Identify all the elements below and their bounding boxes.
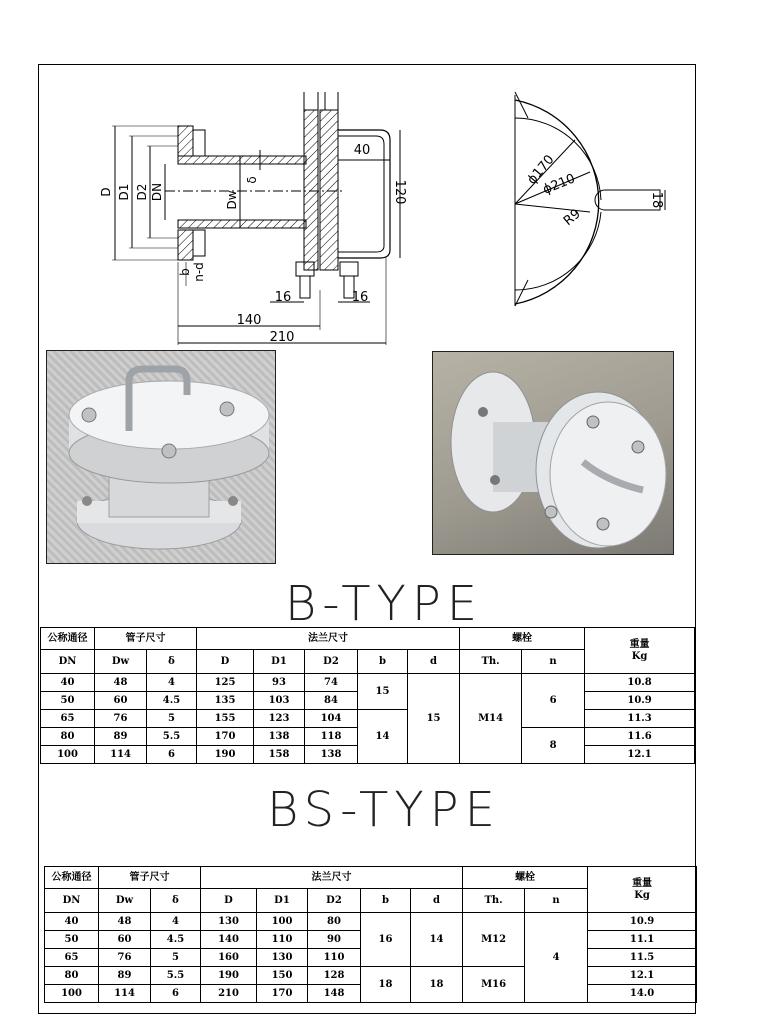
cell-delta: 6 xyxy=(147,746,197,764)
cell-dw: 114 xyxy=(99,985,151,1003)
cell-dw: 60 xyxy=(95,692,147,710)
dim-DN-label: DN xyxy=(150,182,164,202)
dim-18-label: 18 xyxy=(649,191,664,209)
cell-b: 16 xyxy=(361,913,411,967)
cell-delta: 4 xyxy=(147,674,197,692)
dim-16a-label: 16 xyxy=(274,290,292,305)
header-weight-unit: Kg xyxy=(634,889,650,901)
cell-D2: 128 xyxy=(308,967,361,985)
header-b: b xyxy=(361,889,411,913)
cell-delta: 4.5 xyxy=(147,692,197,710)
table-row xyxy=(41,710,695,728)
header-d: d xyxy=(411,889,463,913)
section-drawing xyxy=(95,88,415,350)
dim-phi170-label: ϕ170 xyxy=(524,152,558,188)
cell-D: 125 xyxy=(197,674,254,692)
product-photo-side xyxy=(432,351,674,555)
header-D: D xyxy=(201,889,257,913)
dim-D2-label: D2 xyxy=(135,183,149,201)
cell-D1: 170 xyxy=(257,985,308,1003)
cell-th: M16 xyxy=(463,967,525,1003)
table-row xyxy=(45,967,697,985)
cell-D2: 148 xyxy=(308,985,361,1003)
cell-D2: 118 xyxy=(305,728,358,746)
header-D2: D2 xyxy=(305,650,358,674)
cell-delta: 4 xyxy=(151,913,201,931)
header-weight-unit: Kg xyxy=(631,650,648,662)
cell-dn: 40 xyxy=(41,674,95,692)
cell-D1: 93 xyxy=(254,674,305,692)
cell-dn: 50 xyxy=(45,931,99,949)
cell-D1: 110 xyxy=(257,931,308,949)
cell-dn: 100 xyxy=(45,985,99,1003)
header-bolt: 螺栓 xyxy=(463,867,588,889)
cell-D2: 90 xyxy=(308,931,361,949)
cell-delta: 5.5 xyxy=(147,728,197,746)
cell-kg: 11.6 xyxy=(585,728,695,746)
cell-D2: 74 xyxy=(305,674,358,692)
dim-nd-label: n-d xyxy=(192,262,206,282)
cell-n: 4 xyxy=(525,913,588,1003)
cell-kg: 14.0 xyxy=(588,985,697,1003)
bs-type-title: BS-TYPE xyxy=(267,782,501,838)
header-n: n xyxy=(525,889,588,913)
dim-phi210-label: ϕ210 xyxy=(540,171,578,198)
cell-kg: 10.9 xyxy=(585,692,695,710)
table-row xyxy=(41,674,695,692)
cell-n: 6 xyxy=(522,674,585,728)
cell-dw: 89 xyxy=(99,967,151,985)
header-weight xyxy=(588,867,697,913)
header-nominal: 公称通径 xyxy=(41,628,95,650)
cover-plate-drawing xyxy=(500,88,680,310)
dim-140-label: 140 xyxy=(236,313,262,328)
cell-dn: 40 xyxy=(45,913,99,931)
cell-D: 190 xyxy=(197,746,254,764)
cell-kg: 11.1 xyxy=(588,931,697,949)
cell-dw: 60 xyxy=(99,931,151,949)
cell-D1: 103 xyxy=(254,692,305,710)
cell-dw: 114 xyxy=(95,746,147,764)
cell-D2: 84 xyxy=(305,692,358,710)
cell-D: 210 xyxy=(201,985,257,1003)
cell-delta: 6 xyxy=(151,985,201,1003)
header-weight-label: 重量 xyxy=(632,877,653,889)
cell-dn: 65 xyxy=(45,949,99,967)
cell-D1: 123 xyxy=(254,710,305,728)
cell-kg: 12.1 xyxy=(585,746,695,764)
header-delta: δ xyxy=(147,650,197,674)
dim-D1-label: D1 xyxy=(117,183,131,201)
header-dn: DN xyxy=(45,889,99,913)
dim-40-label: 40 xyxy=(353,143,371,158)
cell-D2: 110 xyxy=(308,949,361,967)
cell-delta: 4.5 xyxy=(151,931,201,949)
dim-Dw-label: Dw xyxy=(225,190,239,210)
dim-delta-label: δ xyxy=(245,176,259,184)
cell-D: 140 xyxy=(201,931,257,949)
header-flange: 法兰尺寸 xyxy=(201,867,463,889)
cell-b: 18 xyxy=(361,967,411,1003)
cell-kg: 12.1 xyxy=(588,967,697,985)
header-nominal: 公称通径 xyxy=(45,867,99,889)
cell-D2: 138 xyxy=(305,746,358,764)
header-d: d xyxy=(408,650,460,674)
cell-D: 130 xyxy=(201,913,257,931)
header-dw: Dw xyxy=(95,650,147,674)
cell-delta: 5.5 xyxy=(151,967,201,985)
header-delta: δ xyxy=(151,889,201,913)
cell-dn: 80 xyxy=(45,967,99,985)
cell-D: 135 xyxy=(197,692,254,710)
dim-b-label: b xyxy=(178,268,192,276)
cell-dn: 80 xyxy=(41,728,95,746)
header-pipe: 管子尺寸 xyxy=(95,628,197,650)
cell-D: 190 xyxy=(201,967,257,985)
header-D1: D1 xyxy=(254,650,305,674)
cell-b: 14 xyxy=(358,710,408,764)
header-weight-label: 重量 xyxy=(629,638,650,650)
cell-dw: 89 xyxy=(95,728,147,746)
cell-D1: 130 xyxy=(257,949,308,967)
cell-n: 8 xyxy=(522,728,585,764)
cell-delta: 5 xyxy=(147,710,197,728)
dim-D-label: D xyxy=(99,187,113,197)
cell-th: M12 xyxy=(463,913,525,967)
cell-dn: 50 xyxy=(41,692,95,710)
header-b: b xyxy=(358,650,408,674)
header-D2: D2 xyxy=(308,889,361,913)
header-D1: D1 xyxy=(257,889,308,913)
cell-D: 160 xyxy=(201,949,257,967)
cell-kg: 11.3 xyxy=(585,710,695,728)
header-n: n xyxy=(522,650,585,674)
cell-D1: 158 xyxy=(254,746,305,764)
table-row xyxy=(45,913,697,931)
cell-D1: 150 xyxy=(257,967,308,985)
cell-D1: 138 xyxy=(254,728,305,746)
cell-D2: 80 xyxy=(308,913,361,931)
cell-kg: 10.9 xyxy=(588,913,697,931)
header-dw: Dw xyxy=(99,889,151,913)
cell-th: M14 xyxy=(460,674,522,764)
cell-D2: 104 xyxy=(305,710,358,728)
b-type-table xyxy=(40,627,695,764)
bs-type-table xyxy=(44,866,697,1003)
cell-kg: 11.5 xyxy=(588,949,697,967)
cell-d: 15 xyxy=(408,674,460,764)
cell-D1: 100 xyxy=(257,913,308,931)
header-bolt: 螺栓 xyxy=(460,628,585,650)
header-dn: DN xyxy=(41,650,95,674)
cell-D: 155 xyxy=(197,710,254,728)
cell-d: 18 xyxy=(411,967,463,1003)
cell-D: 170 xyxy=(197,728,254,746)
cell-b: 15 xyxy=(358,674,408,710)
cell-dn: 100 xyxy=(41,746,95,764)
cell-dw: 48 xyxy=(95,674,147,692)
dim-210-label: 210 xyxy=(269,330,295,345)
dim-R9-label: R9 xyxy=(560,206,584,230)
cell-dw: 76 xyxy=(99,949,151,967)
header-flange: 法兰尺寸 xyxy=(197,628,460,650)
header-th: Th. xyxy=(460,650,522,674)
cell-dw: 48 xyxy=(99,913,151,931)
dim-120-label: 120 xyxy=(392,179,407,205)
b-type-title: B-TYPE xyxy=(284,576,484,632)
cell-delta: 5 xyxy=(151,949,201,967)
header-th: Th. xyxy=(463,889,525,913)
header-D: D xyxy=(197,650,254,674)
cell-d: 14 xyxy=(411,913,463,967)
cell-dw: 76 xyxy=(95,710,147,728)
dim-16b-label: 16 xyxy=(351,290,369,305)
header-pipe: 管子尺寸 xyxy=(99,867,201,889)
header-weight xyxy=(585,628,695,674)
cell-kg: 10.8 xyxy=(585,674,695,692)
cell-dn: 65 xyxy=(41,710,95,728)
product-photo-front xyxy=(46,350,276,564)
